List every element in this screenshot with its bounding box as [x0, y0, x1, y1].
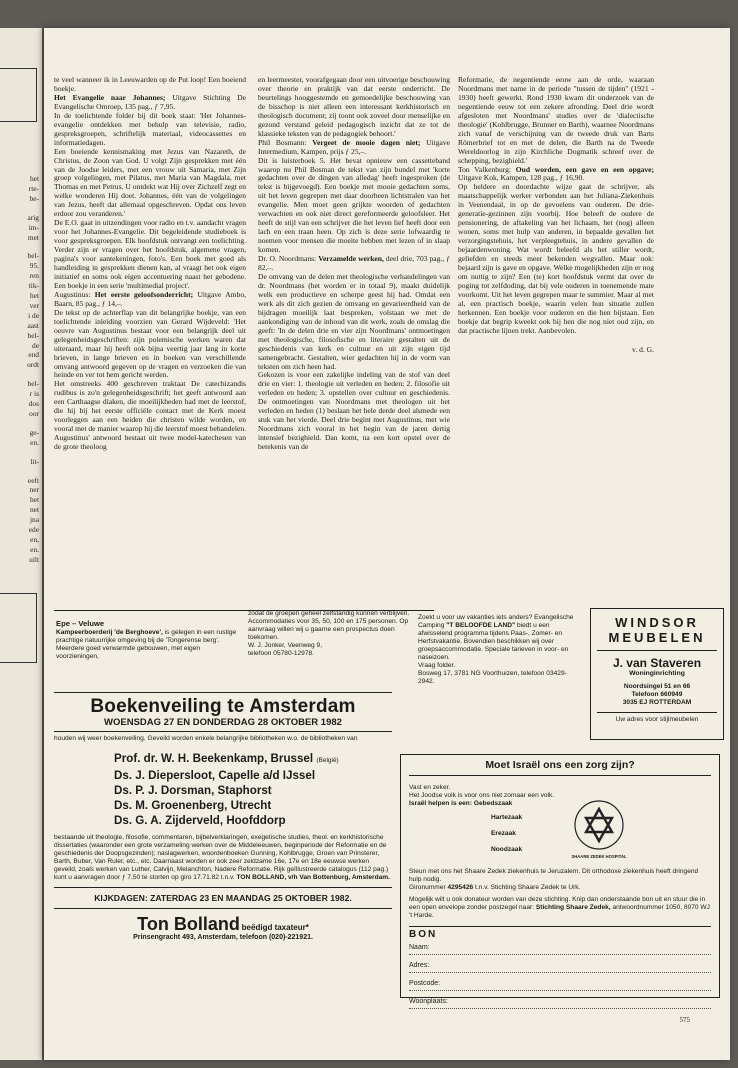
ad-camping	[418, 614, 574, 686]
bon-field-naam[interactable]: Naam:	[409, 941, 711, 955]
ad-epe-heading: Epe – Veluwe	[56, 619, 105, 628]
column-3	[458, 76, 654, 355]
ad-boek-body-text: bestaande uit theologie, filosofie, commentaren, bijbelverklaringen, exegetische studies, theol. en kerkhistorische dissertaties (waaronder een grote verzameling werken over de Middeleeuwen, beginperiode der Reformatie en de geschiedenis der Doopsgezinden); naslagwerken, woordenboeken Gunning, Kohlbrugge, Groen van Prinsterer, Barth, Buber, Van Ruler, etc., etc. Daarnaast worden er ook zeer zeldzame 16e, 17e en 18e eeuwse werken geveild, zoals werken van Luther, Calvijn, Melanchton, Nadere Reformatie. Rijk geïllustreerde catalogus (112 pag.) kunt u aanvragen door ƒ 7,50 te storten op giro 17.71.82 t.n.v.	[54, 834, 389, 881]
col2-p1: Phil Bosmann: Vergeet de mooie dagen niet; Uitgave Intermedium, Kampen, prijs ƒ 25,–.	[258, 137, 451, 156]
prev-page-fragment: bel-	[27, 379, 39, 389]
prev-page-fragment: i de	[28, 310, 39, 320]
ad-boek-name-3: Ds. M. Groenenberg, Utrecht	[114, 799, 272, 812]
ad-israel-item-1: Erezaak	[491, 830, 516, 837]
ad-epe-veluwe-cont	[248, 610, 414, 658]
prev-page-fragment: ede	[28, 525, 39, 534]
prev-page-fragment: en.	[30, 544, 39, 554]
col1-p4: De E.O. gaat in uitzendingen voor radio en t.v. aandacht vragen voor het Johannes-Evangelie. Dit begeleidende studieboek is voor gespreksgroepen. Elk hoofdstuk ontvangt een toelichting. Verder zijn er vragen over het hoofdstuk, algemene vragen, pagina's voor aantekeningen, foto's. Een boek met goed als handleiding in gesprekken dienen kan, al vraagt het ook eigen initiatief en soms ook eigen accentuering naast het gebodene. Een boekje in een serie 'multimedial project'.	[54, 218, 246, 290]
ad-israel-body3: t.n.v. Stichting Shaare Zedek te Urk.	[475, 884, 581, 891]
ad-boek-name-2: Ds. P. J. Dorsman, Staphorst	[114, 784, 272, 797]
ad-boek-rule2	[54, 887, 392, 888]
ad-windsor-addr3: 3035 EJ ROTTERDAM	[622, 699, 692, 706]
prev-page-fragment: r is	[29, 389, 39, 399]
ad-israel-body2: Gironummer	[409, 884, 446, 891]
prev-page-fragment: tik-	[28, 281, 39, 291]
col2-p3: Dr. O. Noordmans: Verzamelde werken, deel drie, 703 pag., ƒ 82,–.	[258, 254, 450, 273]
prev-page-fragment: bel-	[27, 251, 39, 261]
ad-boek-name-0	[114, 751, 392, 768]
logo-star-b	[586, 818, 612, 841]
ad-boek-names	[54, 751, 392, 828]
ad-windsor-line1: WINDSOR	[615, 615, 699, 630]
logo-star-a	[586, 809, 612, 832]
prev-page-fragment: be-	[29, 193, 39, 203]
col2-p2: Dit is luisterboek 5. Het bevat opnieuw een cassetteband waarop nu Phil Bosman de tekst van zijn bundel met 'korte gedachten over de dingen van alledag' heeft ingesproken (de tekst is bijgevoegd). Een boekje met mooie gedachten soms, uit het leven gegrepen met daar doorheen lichtstralen van het evangelie. Men moet geen grijkte woorden of gedachten verwachten en ook niet direct gereformeerde geloofsleer. Het heeft de stijl van een schrijver die het leven lief heeft door een lach en een traan heen. Op zich is deze serie lofwaardig te noemen voor mensen die moeite hebben met lezen of in slaap komen.	[258, 155, 450, 255]
ad-epe-lead: Kampeerboerderij 'de Berghoeve',	[56, 629, 163, 636]
ad-boek-kijkdagen: KIJKDAGEN: ZATERDAG 23 EN MAANDAG 25 OKTOBER 1982.	[94, 893, 352, 903]
col1-p5: Augustinus: Het eerste geloofsonderricht; Uitgave Ambo, Baarn, 85 pag., ƒ 14,–.	[54, 289, 246, 308]
ad-israel-body4b: Stichting Shaare Zedek,	[535, 904, 611, 911]
ad-boek-title: Boekenveiling te Amsterdam	[90, 696, 356, 717]
ad-israel-body1: Steun met ons het Shaare Zedek ziekenhuis te Jeruzalem. Dit orthodoxe ziekenhuis heeft dringend hulp nodig.	[409, 868, 699, 883]
ad-boek-body	[54, 834, 392, 882]
ad-epe-text: is gelegen in een rustige prachtige natuurrijke omgeving bij de 'Tongerense berg'. Meerdere goed verwarmde gebouwen, met eigen voorzieningen,	[56, 629, 237, 660]
ad-israel-body4: Mogelijk wilt u ook donateur worden van deze stichting. Knip dan onderstaande bon uit en stuur die in een open envelope zonder postzegel naar:	[409, 896, 706, 911]
ad-epe-veluwe	[56, 616, 240, 661]
prev-page-fragment: oor	[29, 408, 39, 418]
column-2	[258, 76, 450, 452]
prev-page-fragment: im-	[28, 222, 39, 232]
prev-page-fragment: ge-	[29, 427, 39, 437]
magazine-page	[44, 28, 730, 1060]
bon-field-adres[interactable]: Adres:	[409, 959, 711, 973]
ad-shaare-zedek	[400, 754, 720, 1005]
prev-page-fragment: uilt	[29, 554, 39, 564]
ad-windsor-tag: Uw adres voor stijlmeubelen	[615, 716, 699, 723]
prev-page-fragment: en.	[30, 437, 39, 447]
col1-p1: Het Evangelie naar Johannes; Uitgave Stichting De Evangelische Omroep, 135 pag., ƒ 7,95.	[54, 92, 247, 111]
ad-boek-firm-addr: Prinsengracht 493, Amsterdam, telefoon (020)-221921.	[133, 934, 313, 941]
prev-page-fragment: de	[32, 340, 39, 350]
col1-p3: Een boeiende kennismaking met Jezus van Nazareth, de Christus, de Zoon van God. U volgt Zijn gesprekken met één van de Joodse leiders, met een vrouw uit Samaria, met Zijn groep volgelingen, met Pilatus, met Maria van Magdala, met Thomas en met Petrus. U ontdekt wat Hij over Zichzelf zegt en welke wonderen Hij doet. Johannes, één van de volgelingen van Jezus, heeft dat allemaal opgeschreven. Opdat ons leven erdoor zou veranderen.'	[54, 146, 246, 219]
ad-boek-top-rule	[54, 692, 392, 693]
prev-page-fragment: bel-	[27, 330, 39, 340]
prev-page-fragment: het	[29, 495, 39, 505]
ad-boekenveiling	[54, 692, 392, 942]
ad-israel-title: Moet Israël ons een zorg zijn?	[409, 759, 711, 776]
ad-boek-name-4: Ds. G. A. Zijderveld, Hoofddorp	[114, 814, 286, 827]
prev-page-fragment: jna	[29, 515, 39, 525]
prev-page-fragment: aast	[27, 320, 39, 330]
col1-p0: te veel wanneer ik in Leeuwarden op de Put loop! Een boeiend boekje.	[54, 75, 246, 93]
reviewer-signature: v. d. G.	[632, 344, 654, 354]
ad-boek-name-0-main: Prof. dr. W. H. Beekenkamp, Brussel	[114, 752, 314, 765]
col2-p4: De omvang van de delen met theologische verhandelingen van dr. Noordmans (het worden er in totaal 9), maakt duidelijk welk een productieve en scherpe geest hij had. Omdat een werk als dit zich gezien de omvang en gevarieerdheid van de bijdragen moeilijk laat bespreken, volstaan we met de aankondiging van de inhoud van dit werk, zoals de omslag die geeft: 'In de delen drie en vier zijn Noordmans' ontmoetingen met theologische, filosofische en literaire gestalten uit de geschiedenis van kerk en cultuur en uit zijn eigen tijd samengebracht. Gestalten, wier gedachten hij in de vorm van teksten om zich heen had.	[258, 271, 450, 371]
ad-boek-intro: houden wij weer boekenveiling. Geveild worden enkele belangrijke bibliotheken w.o. de bibliotheken van	[54, 735, 358, 742]
ad-israel-intro2: Het Joodse volk is voor ons niet zomaar een volk.	[409, 792, 555, 799]
prev-page-fragment: en,	[30, 534, 39, 544]
col1-p1-text: Uitgave Stichting De Evangelische Omroep, 135 pag., ƒ 7,95.	[54, 92, 247, 111]
prev-page-fragment: net	[29, 505, 39, 515]
column-1	[54, 76, 246, 452]
prev-page-box-top	[0, 68, 37, 122]
col1-p6: De tekst op de achterflap van dit belangrijke boekje, van een toelichtende inleiding voorzien van Gerard Wijdeveld: 'Het oeuvre van Augustinus bestaat voor een belangrijk deel uit gelegenheidsgeschriften: zijn polemische werken waren dat uiteraard, maar hij heeft ook bijna veertig jaar lang in korte brieven, in lange brieven en in boeken van verschillende omvang antwoord gegeven op de vragen en verzoeken die van heinde en ver tot hem gericht werden.	[54, 307, 246, 380]
col2-p0: en leermeester, voorafgegaan door een uitvoerige beschouwing over theorie en praktijk van dat eerste onderricht. De beurtelings hooggestemde en gemoedelijke beschouwing van de bisschop is niet alleen een interessant kerkhistorisch en theologisch document; zij toont ook zoveel door menselijke en gezond verstand geleid pedagogisch inzicht dat ze tot de klassieke teksten van de pedagogiek behoort.'	[258, 75, 450, 138]
ad-boek-rule3	[54, 908, 392, 909]
prev-page-fragment: ner	[29, 485, 39, 495]
ad-epe-addr2: telefoon 05780-12978.	[248, 650, 314, 657]
ad-camping-text2: biedt u een afwisselend programma tijdens Paas-, Zomer- en Herfstvakantie. Bovendien beschikken wij over groepsaccommodatie. Speciale tarieven in voor- en naseizoen.	[418, 622, 569, 661]
ad-boek-name-1: Ds. J. Diepersloot, Capelle a/d IJssel	[114, 769, 316, 782]
ad-boek-date: WOENSDAG 27 EN DONDERDAG 28 OKTOBER 1982	[104, 717, 342, 728]
ad-israel-giro: 4295426	[447, 884, 474, 891]
col1-p7: Het omstreeks 400 geschreven traktaat De catechizandis rudibus is zo'n gelegenheidsgeschrift; het geeft antwoord aan een Carthaagse diaken, die moeilijkheden had met de leerstof, die hij bij het eerste officiële contact met de Kerk moest voorleggen aan een heiden die christen wilde worden, en vooral met de manier waarop hij die leerstof moest behandelen. Augustinus' antwoord bestaat uit twee model-katechesen van de grote theoloog	[54, 379, 246, 452]
prev-page-fragment: ren	[29, 271, 39, 281]
prev-page-fragment: ordt	[27, 360, 39, 370]
col3-p0: Reformatie, de negentiende eeuw aan de orde, waaraan Noordmans met name in de periode ''tussen de tijden'' (1921 - 1930) heeft gewerkt. Rond 1930 kwam dit onderzoek van de negentiende eeuw tot een zekere afronding. Deel drie wordt afgesloten met Noordmans' studies over de 'dialectische theologie' (Kohlbrugge, Brunner en Barth), waarnee Noordmans zich vanaf de verschijning van de tweede druk van Barts Römerbrief tot en met de delen, die Barth na de Tweede Wereldoorlog in zijn Kirchliche Dogmatik schreef over de schepping, bezighield.'	[458, 75, 654, 165]
ad-windsor-sub: Woninginrichting	[629, 670, 685, 677]
ad-israel-bon: BON	[409, 926, 711, 939]
shaare-zedek-logo	[573, 799, 625, 851]
ad-windsor-addr2: Telefoon 660949	[631, 691, 683, 698]
ad-israel-body4c: antwoordnummer 1050, 8070 WJ 't Harde.	[409, 904, 710, 919]
ad-camping-text3: Vraag folder.	[418, 662, 456, 669]
ad-epe-addr1: W. J. Jonker, Veenweg 9,	[248, 642, 323, 649]
prev-page-fragment: lit-	[30, 456, 39, 466]
ad-windsor-line2: MEUBELEN	[608, 630, 706, 645]
ad-israel-body4-wrap	[409, 896, 711, 920]
ad-epe-text2: zodat de groepen geheel zelfstandig kunnen verblijven. Accommodaties voor 35, 50, 100 en 175 personen. Op aanvraag willen wij u gaarne een prospectus doen toekomen.	[248, 610, 410, 641]
ad-boek-rule	[54, 731, 392, 732]
prev-page-fragment: dos	[28, 399, 39, 408]
ad-israel-item-2: Noodzaak	[491, 846, 523, 853]
ad-camping-text1: Zoekt u voor uw vakanties iets anders? Evangelische Camping	[418, 614, 574, 629]
col2-p5: Gekozen is voor een zakelijke indeling van de stof van deel drie en vier: 1. theologie uit verleden en heden; 2. filosofie uit verleden en heden; 3. opstellen over cultuur en geschiedenis. De ontmoetingen van Noordmans met theologen uit het verleden en heden (1) beslaan het hele derde deel alsmede een stuk van het vierde. Deel drie begint met Augustinus, met wie Noordmans zich vooral in het begin van de jaren dertig intensief bezighield. Dan komt, na een kort opstel over de betekenis van de	[258, 370, 450, 452]
prev-page-fragment: rte-	[28, 183, 39, 193]
ad-israel-logo-text: SHAARE ZEDEK HOSPITAL	[571, 854, 627, 859]
ad-boek-firm-sub: beëdigd taxateur*	[241, 923, 309, 932]
prev-page-fragment: ver	[29, 300, 39, 310]
prev-page-fragment: het	[29, 291, 39, 300]
col1-p2: In de toelichtende folder bij dit boek staat: 'Het Johannes-evangelie ontdekken met behulp van televisie, radio, gespreksgroepen, schriftelijk materiaal, videocassettes en informatiedagen.	[54, 110, 246, 147]
ad-boek-body-bold: TON BOLLAND, v/h Van Bottenburg, Amsterdam.	[236, 874, 390, 881]
prev-page-box-bottom	[0, 593, 37, 663]
col3-p2: Op heldere en doordachte wijze gaat de schrijver, als maatschappelijk werker verbonden aan het Juliana-Ziekenhuis in Veenendaal, in op de gevoelens van ouderen. De drie-generatie-gezinnen zijn voorbij. Hoe beleeft de oudere de pensionering, de aftakeling van het lichaam, het (nog) alleen wonen, soms met hulp van anderen, in bepaalde gevallen het verzorgingstehuis, het verpleegtehuis, in andere gevallen de bejaardenwoning. Wat wordt beleefd als het stiller wordt, geliefden en steeds meer bekenden wegvallen. Maar ook: bejaard zijn is gave en opgave. Welke mogelijkheden zijn er nog om nuttig te zijn? Een (te) kort hoofdstuk vermt dat over de poging tot zelfdoding, dat bij vele ouderen in toenemende mate voorkomt. Uit het leven gegrepen maar te summier. Maar al met al, een practisch boekje, waarin velen hun situatie zullen herkennen. Een boekje voor ouderen en die hen bijstaan. Een boekje dat begrip kweekt ook bij hen die nog niet oud zijn, en dat practische lijnen trekt. Aanbevolen.	[458, 182, 654, 335]
prev-page-fragment: end	[28, 350, 39, 360]
ad-windsor-addr1: Noordsingel 51 en 66	[623, 683, 691, 690]
col3-p1: Ton Valkenburg: Oud worden, een gave en een opgave; Uitgave Kok, Kampen, 128 pag., ƒ 16,90.	[458, 164, 654, 183]
ad-windsor-rule2	[597, 712, 717, 713]
bon-field-woonplaats[interactable]: Woonplaats:	[409, 995, 711, 1009]
ad-windsor-meubelen	[590, 608, 724, 740]
ad-israel-items	[409, 810, 711, 858]
page-number: 575	[679, 1016, 690, 1024]
prev-page-fragment: eeft	[27, 475, 39, 485]
ad-boek-firm: Ton Bolland	[137, 914, 240, 934]
bon-field-postcode[interactable]: Postcode:	[409, 977, 711, 991]
ad-boek-firm-line	[54, 914, 392, 934]
ad-israel-intro3: Israël helpen is een: Gebedszaak	[409, 800, 513, 807]
ad-camping-brand: "T BELOOFDE LAND"	[446, 622, 516, 629]
ad-windsor-rule	[597, 650, 717, 651]
ad-boek-name-0-note: (België)	[316, 757, 339, 764]
ad-israel-giro-line	[409, 884, 711, 892]
ad-israel-item-0: Hartezaak	[491, 814, 523, 821]
ad-israel-intro1: Vast en zeker.	[409, 784, 451, 791]
ad-camping-addr: Bosweg 17, 3781 NG Voorthuizen, telefoon 03429-2942.	[418, 670, 567, 685]
prev-page-fragment: het	[29, 174, 39, 183]
prev-page-fragment: arig	[27, 212, 39, 222]
prev-page-fragment: 95.	[29, 261, 39, 271]
previous-page-edge	[0, 28, 42, 1060]
prev-page-fragment: met	[27, 232, 39, 242]
ad-windsor-name: J. van Staveren	[612, 656, 702, 670]
